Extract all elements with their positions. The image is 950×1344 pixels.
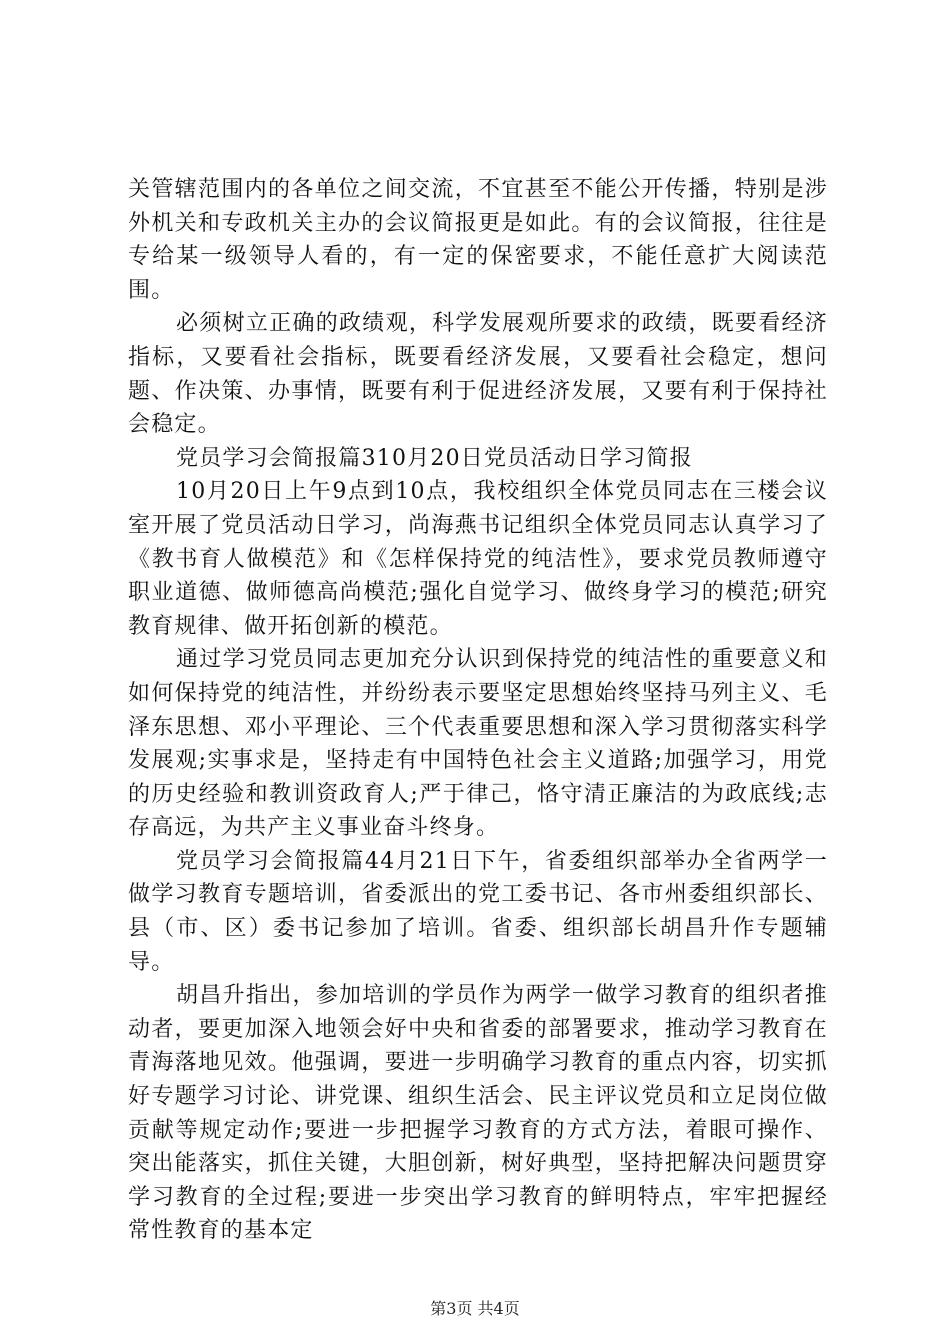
paragraph-4: 10月20日上午9点到10点，我校组织全体党员同志在三楼会议室开展了党员活动日学习，尚海燕书记组织全体党员同志认真学习了《教书育人做模范》和《怎样保持党的纯洁性》，要求党员教师遵守职业道德、做师德高尚模范;强化自觉学习、做终身学习的模范;研究教育规律、做开拓创新的模范。 — [128, 479, 828, 639]
section-heading-part-3: 党员学习会简报篇310月20日党员活动日学习简报 — [176, 445, 693, 471]
paragraph-7: 胡昌升指出，参加培训的学员作为两学一做学习教育的组织者推动者，要更加深入地领会好中央和省委的部署要求，推动学习教育在青海落地见效。他强调，要进一步明确学习教育的重点内容，切实抓好专题学习讨论、讲党课、组织生活会、民主评议党员和立足岗位做贡献等规定动作;要进一步把握学习教育的方式方法，着眼可操作、突出能落实，抓住关键，大胆创新，树好典型，坚持把解决问题贯穿学习教育的全过程;要进一步突出学习教育的鲜明特点，牢牢把握经常性教育的基本定 — [128, 983, 828, 1244]
paragraph-2: 必须树立正确的政绩观，科学发展观所要求的政绩，既要看经济指标，又要看社会指标，既要看经济发展，又要看社会稳定，想问题、作决策、办事情，既要有利于促进经济发展，又要有利于保持社会稳定。 — [128, 311, 828, 438]
paragraph-6: 党员学习会简报篇44月21日下午，省委组织部举办全省两学一做学习教育专题培训，省委派出的党工委书记、各市州委组织部长、县（市、区）委书记参加了培训。省委、组织部长胡昌升作专题辅导。 — [128, 848, 828, 975]
paragraph-1: 关管辖范围内的各单位之间交流，不宜甚至不能公开传播，特别是涉外机关和专政机关主办的会议简报更是如此。有的会议简报，往往是专给某一级领导人看的，有一定的保密要求，不能任意扩大阅读范围。 — [128, 177, 828, 303]
paragraph-5: 通过学习党员同志更加充分认识到保持党的纯洁性的重要意义和如何保持党的纯洁性，并纷纷表示要坚定思想始终坚持马列主义、毛泽东思想、邓小平理论、三个代表重要思想和深入学习贯彻落实科学发展观;实事求是，坚持走有中国特色社会主义道路;加强学习，用党的历史经验和教训资政育人;严于律己，恪守清正廉洁的为政底线;志存高远，为共产主义事业奋斗终身。 — [128, 647, 828, 841]
page-number-footer: 第3页 共4页 — [430, 1299, 520, 1318]
document-body — [128, 173, 828, 1248]
